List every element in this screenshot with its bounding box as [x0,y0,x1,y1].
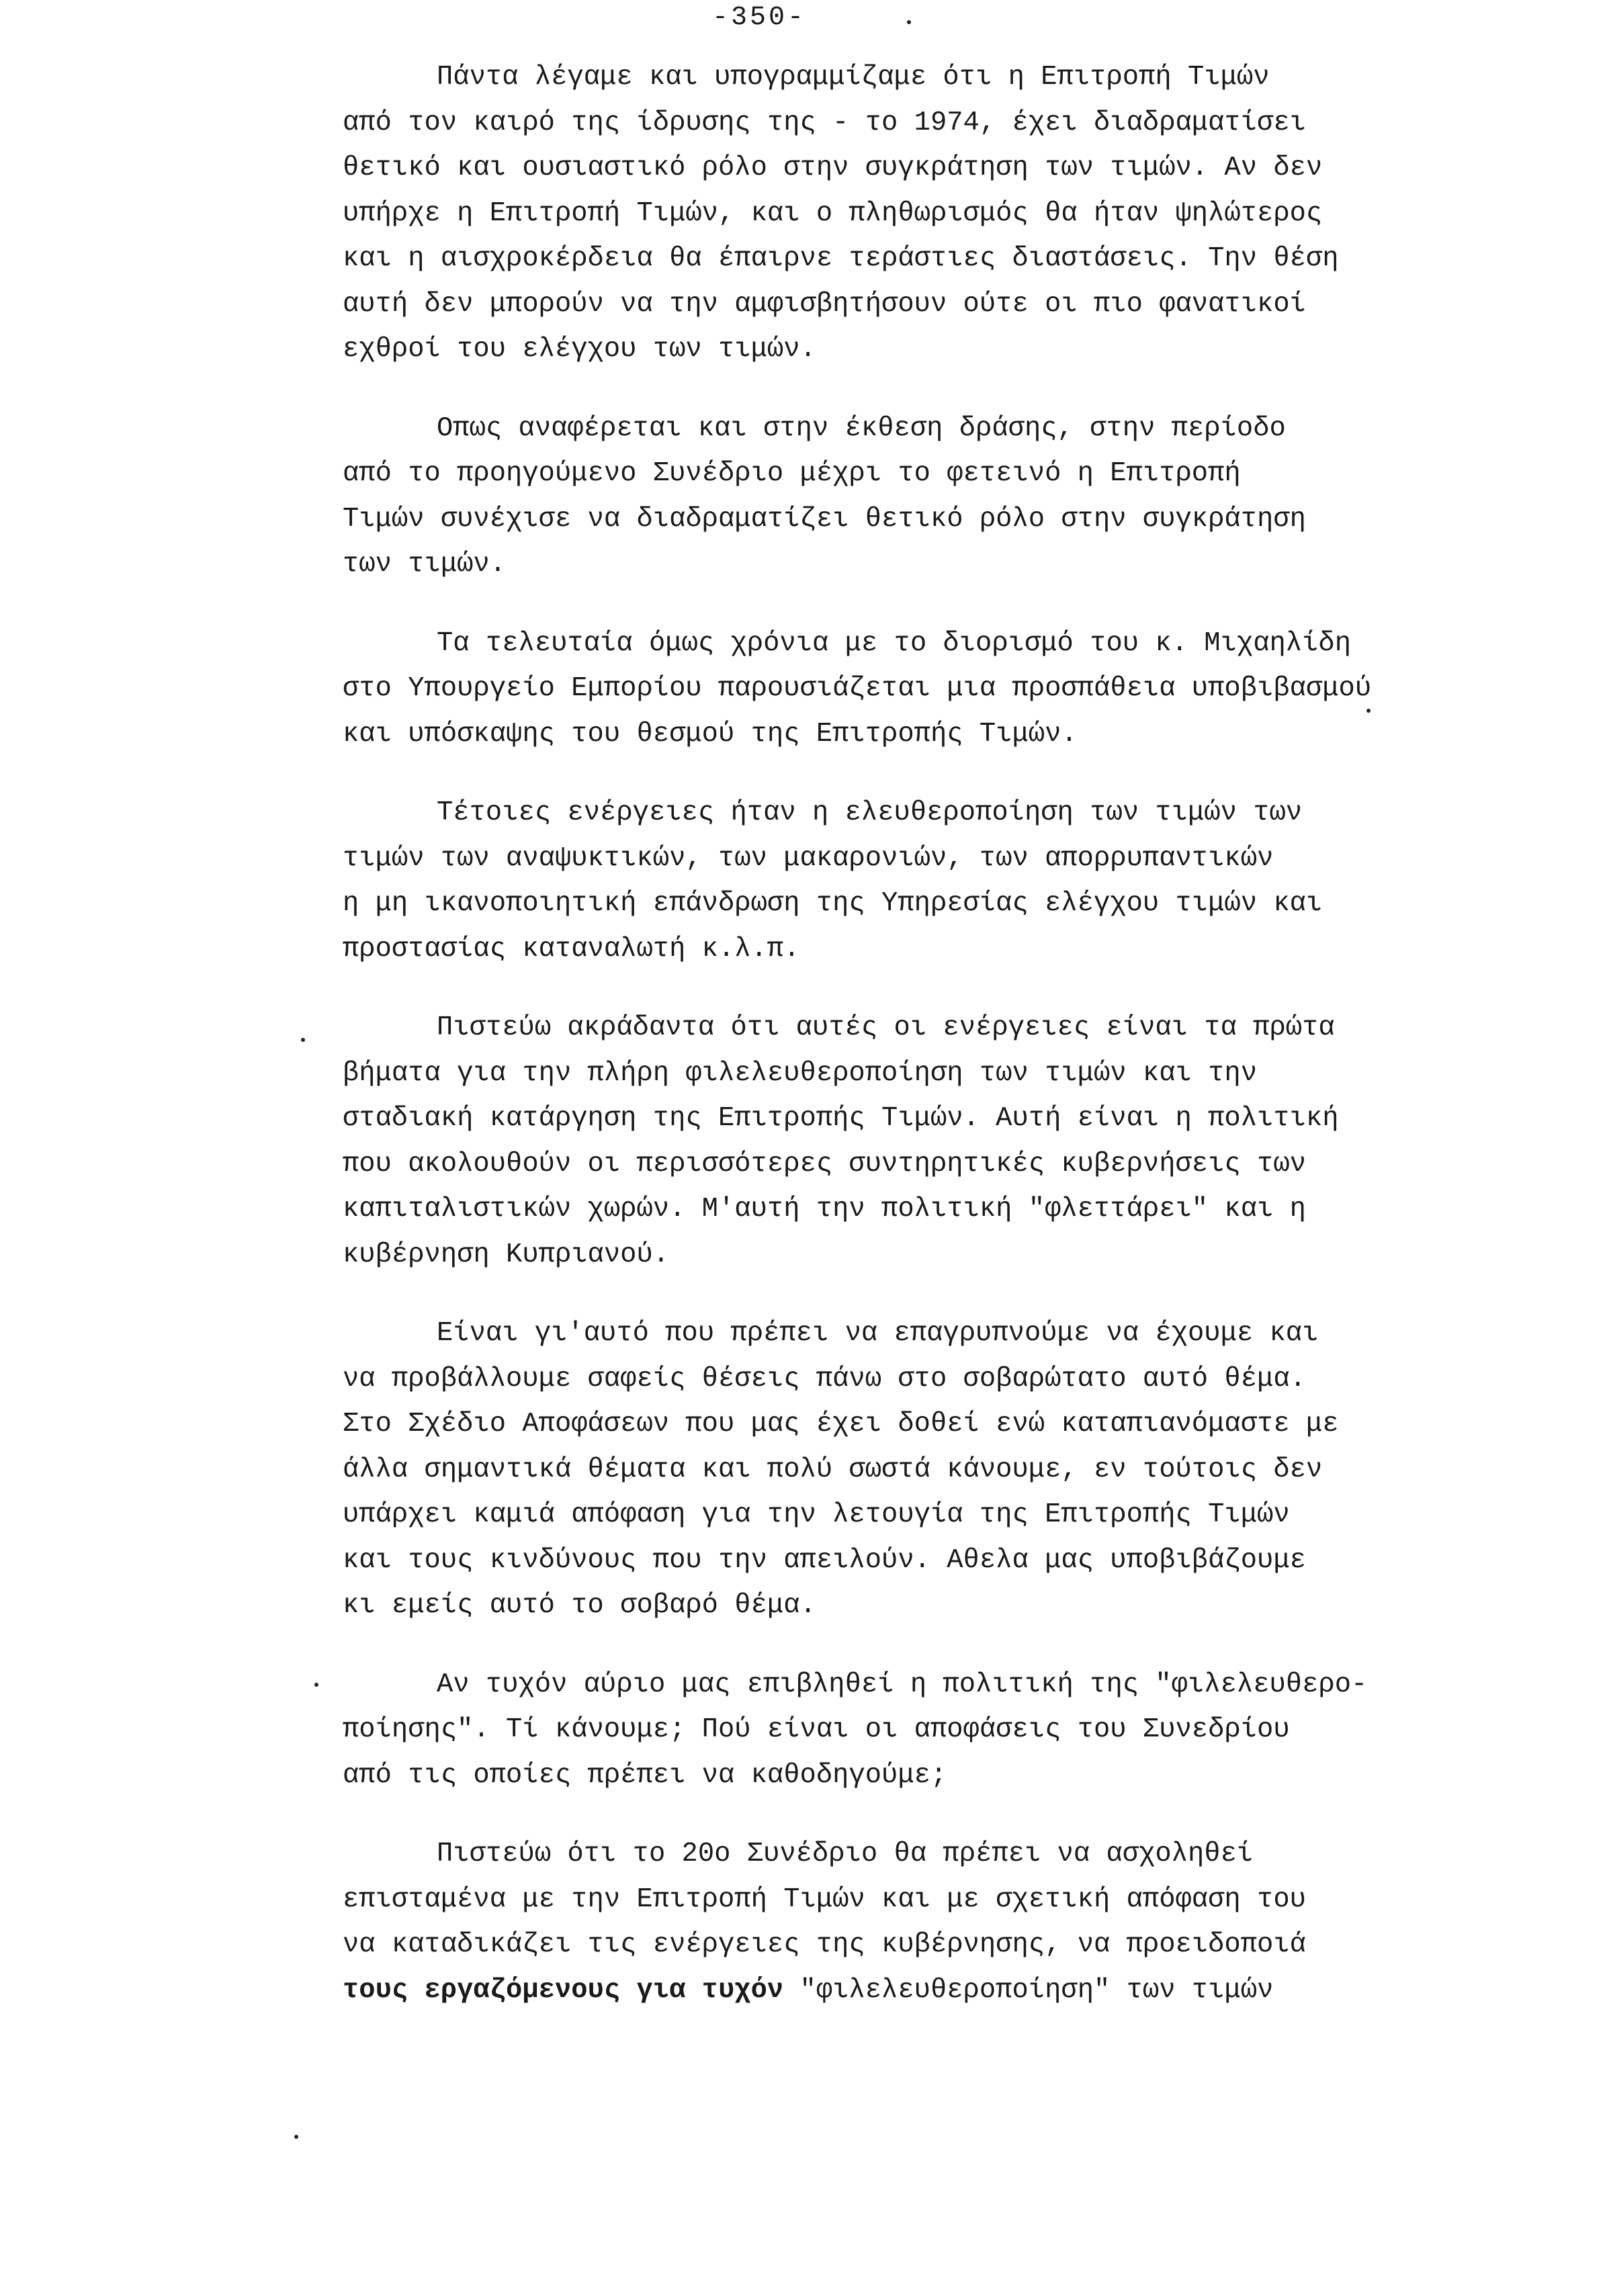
text-line: Πιστεύω ακράδαντα ότι αυτές οι ενέργειες είναι τα πρώτα [437,1012,1335,1043]
text-line: βήματα για την πλήρη φιλελευθεροποίηση των τιμών και την [343,1057,1258,1089]
text-line: προστασίας καταναλωτή κ.λ.π. [343,933,800,965]
paragraph-2 [343,406,1525,588]
text-line: υπήρχε η Επιτροπή Τιμών, και ο πληθωρισμός θα ήταν ψηλώτερος [343,197,1323,229]
text-line: Τιμών συνέχισε να διαδραματίζει θετικό ρόλο στην συγκράτηση [343,503,1306,535]
text-line: Αν τυχόν αύριο μας επιβληθεί η πολιτική της "φιλελευθερο- [437,1669,1368,1700]
text-line: Στο Σχέδιο Αποφάσεων που μας έχει δοθεί ενώ καταπιανόμαστε με [343,1409,1339,1440]
scan-speck [301,1038,305,1042]
paragraph-4 [343,791,1525,972]
text-line: να προβάλλουμε σαφείς θέσεις πάνω στο σοβαρώτατο αυτό θέμα. [343,1363,1306,1395]
text-line: Είναι γι'αυτό που πρέπει να επαγρυπνούμε να έχουμε και [437,1318,1319,1349]
paragraph-5 [343,1006,1525,1278]
text-line: και υπόσκαψης του θεσμού της Επιτροπής Τιμών. [343,718,1078,750]
text-line: από τον καιρό της ίδρυσης της - το 1974, έχει διαδραματίσει [343,107,1306,138]
scan-speck [1366,709,1371,713]
text-line: ποίησης". Τί κάνουμε; Πού είναι οι αποφάσεις του Συνεδρίου [343,1714,1290,1745]
text-line: καπιταλιστικών χωρών. Μ'αυτή την πολιτική "φλεττάρει" και η [343,1194,1306,1225]
text-line: υπάρχει καμιά απόφαση για την λετουγία της Επιτροπής Τιμών [343,1499,1290,1530]
text-line: θετικό και ουσιαστικό ρόλο στην συγκράτηση των τιμών. Αν δεν [343,152,1323,183]
text-line: Πάντα λέγαμε και υπογραμμίζαμε ότι η Επιτροπή Τιμών [437,62,1270,93]
text-line: σταδιακή κατάργηση της Επιτροπής Τιμών. Αυτή είναι η πολιτική [343,1103,1339,1134]
page-number: -350- [712,3,807,33]
text-line: άλλα σημαντικά θέματα και πολύ σωστά κάνουμε, εν τούτοις δεν [343,1454,1323,1485]
text-line: από το προηγούμενο Συνέδριο μέχρι το φετεινό η Επιτροπή [343,458,1241,489]
text-line: Τέτοιες ενέργειες ήταν η ελευθεροποίηση των τιμών των [437,797,1303,828]
text-line: Τα τελευταία όμως χρόνια με το διορισμό του κ. Μιχαηλίδη [437,627,1352,659]
text-line: και η αισχροκέρδεια θα έπαιρνε τεράστιες διαστάσεις. Την θέση [343,243,1339,274]
text-line: να καταδικάζει τις ενέργειες της κυβέρνησης, να προειδοποιά [343,1929,1306,1960]
paragraph-6 [343,1311,1525,1629]
text-line: η μη ικανοποιητική επάνδρωση της Υπηρεσίας ελέγχου τιμών και [343,888,1323,919]
text-line: Οπως αναφέρεται και στην έκθεση δράσης, στην περίοδο [437,412,1286,444]
paragraph-8 [343,1832,1525,2013]
paragraph-7 [343,1663,1525,1799]
paragraph-3 [343,621,1525,758]
text-line: αυτή δεν μπορούν να την αμφισβητήσουν ούτε οι πιο φανατικοί [343,288,1306,320]
scan-speck [907,20,911,24]
text-line-last [343,1968,1525,2014]
paragraph-1 [343,55,1525,373]
text-line: κυβέρνηση Κυπριανού. [343,1239,670,1270]
body-text [343,55,1525,2047]
text-line: από τις οποίες πρέπει να καθοδηγούμε; [343,1759,947,1791]
scan-speck [294,2135,298,2139]
text-line: κι εμείς αυτό το σοβαρό θέμα. [343,1590,816,1621]
bold-text: τους εργαζόμενους για τυχόν [343,1974,784,2006]
text-line: που ακολουθούν οι περισσότερες συντηρητικές κυβερνήσεις των [343,1148,1306,1180]
text-line: εχθροί του ελέγχου των τιμών. [343,334,816,365]
text-line: επισταμένα με την Επιτροπή Τιμών και με σχετική απόφαση του [343,1884,1306,1915]
text-line: και τους κινδύνους που την απειλούν. Αθελα μας υποβιβάζουμε [343,1544,1306,1576]
text-line: των τιμών. [343,549,507,580]
text-segment: "φιλελευθεροποίηση" των τιμών [783,1974,1274,2006]
text-line: τιμών των αναψυκτικών, των μακαρονιών, των απορρυπαντικών [343,842,1274,874]
scan-speck [314,1683,318,1687]
text-line: Πιστεύω ότι το 20ο Συνέδριο θα πρέπει να ασχοληθεί [437,1839,1254,1869]
text-line: στο Υπουργείο Εμπορίου παρουσιάζεται μια προσπάθεια υποβιβασμού [343,673,1372,704]
